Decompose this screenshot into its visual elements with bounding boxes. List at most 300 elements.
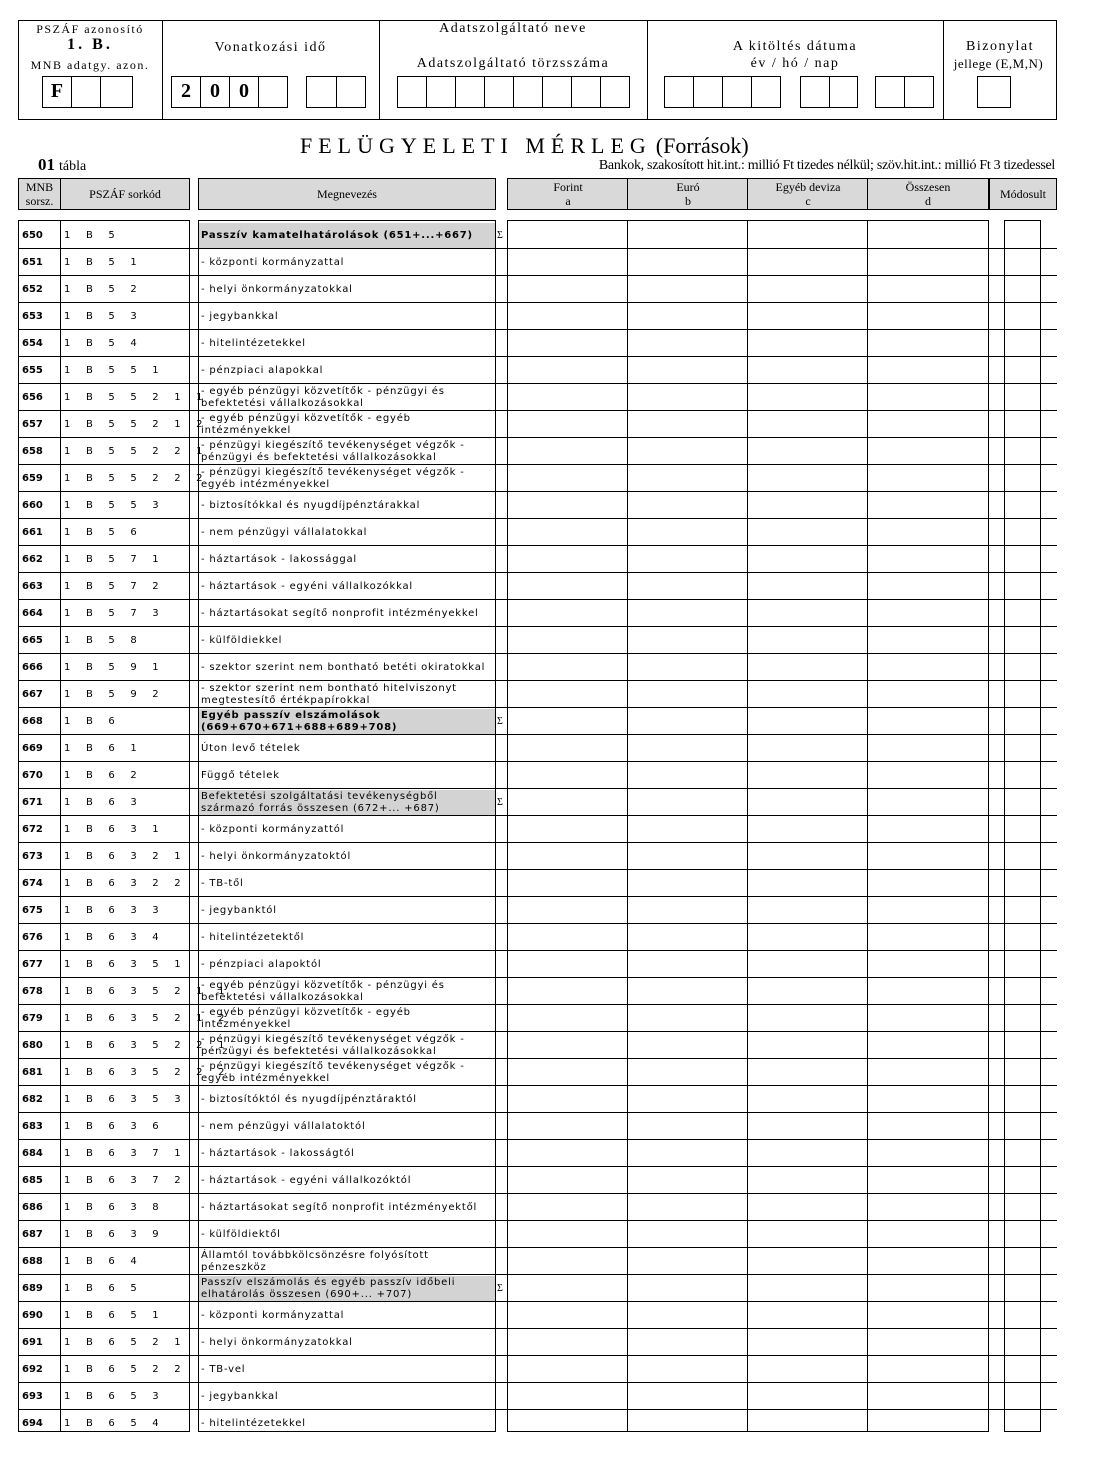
provider-id-box-3[interactable]	[455, 76, 485, 108]
value-cell-egyeb[interactable]	[748, 1086, 867, 1112]
value-cell-osszesen[interactable]	[868, 1113, 987, 1139]
value-cell-forint[interactable]	[508, 789, 627, 815]
value-cell-euro[interactable]	[628, 303, 747, 329]
modified-cell[interactable]	[1005, 303, 1040, 329]
value-cell-euro[interactable]	[628, 1356, 747, 1382]
row-label: - háztartásokat segítő nonprofit intézményekkel	[201, 608, 479, 619]
value-cell-euro[interactable]	[628, 681, 747, 707]
modified-cell[interactable]	[1005, 222, 1040, 248]
value-cell-euro[interactable]	[628, 384, 747, 410]
modified-cell[interactable]	[1005, 816, 1040, 842]
value-cell-egyeb[interactable]	[748, 1167, 867, 1193]
value-cell-euro[interactable]	[628, 249, 747, 275]
value-cell-osszesen[interactable]	[868, 951, 987, 977]
modified-cell[interactable]	[1005, 384, 1040, 410]
value-cell-osszesen[interactable]	[868, 735, 987, 761]
value-cell-euro[interactable]	[628, 951, 747, 977]
table-row	[0, 1410, 1099, 1437]
value-cell-egyeb[interactable]	[748, 600, 867, 626]
value-cell-osszesen[interactable]	[868, 384, 987, 410]
value-cell-egyeb[interactable]	[748, 1248, 867, 1274]
modified-cell[interactable]	[1005, 1356, 1040, 1382]
value-cell-euro[interactable]	[628, 924, 747, 950]
value-cell-osszesen[interactable]	[868, 519, 987, 545]
period-box-3[interactable]: 0	[229, 76, 259, 108]
provider-id-box-8[interactable]	[600, 76, 630, 108]
value-cell-osszesen[interactable]	[868, 1383, 987, 1409]
value-cell-osszesen[interactable]	[868, 978, 987, 1004]
value-cell-osszesen[interactable]	[868, 1167, 987, 1193]
value-cell-egyeb[interactable]	[748, 330, 867, 356]
value-cell-egyeb[interactable]	[748, 492, 867, 518]
value-cell-osszesen[interactable]	[868, 627, 987, 653]
value-cell-forint[interactable]	[508, 1302, 627, 1328]
value-cell-forint[interactable]	[508, 546, 627, 572]
pszaf-box-3[interactable]	[100, 76, 133, 108]
value-cell-forint[interactable]	[508, 627, 627, 653]
period-box-5[interactable]	[306, 76, 337, 108]
fill-date-box-1[interactable]	[664, 76, 694, 108]
row-number: 690	[22, 1310, 43, 1321]
value-cell-osszesen[interactable]	[868, 303, 987, 329]
modified-cell[interactable]	[1005, 897, 1040, 923]
pszaf-box-2[interactable]	[71, 76, 101, 108]
value-cell-euro[interactable]	[628, 1059, 747, 1085]
provider-id-box-4[interactable]	[484, 76, 514, 108]
provider-id-box-2[interactable]	[426, 76, 456, 108]
modified-cell[interactable]	[1005, 1383, 1040, 1409]
value-cell-euro[interactable]	[628, 1221, 747, 1247]
value-cell-forint[interactable]	[508, 1140, 627, 1166]
value-cell-euro[interactable]	[628, 1410, 747, 1436]
value-cell-forint[interactable]	[508, 1329, 627, 1355]
modified-cell[interactable]	[1005, 789, 1040, 815]
value-cell-egyeb[interactable]	[748, 843, 867, 869]
value-cell-egyeb[interactable]	[748, 1221, 867, 1247]
modified-cell[interactable]	[1005, 1113, 1040, 1139]
value-cell-egyeb[interactable]	[748, 681, 867, 707]
row-code: 1 B 5 5 3	[64, 500, 165, 511]
row-number: 658	[22, 446, 43, 457]
value-cell-euro[interactable]	[628, 411, 747, 437]
value-cell-euro[interactable]	[628, 1383, 747, 1409]
value-cell-osszesen[interactable]	[868, 789, 987, 815]
row-code: 1 B 5 4	[64, 338, 143, 349]
row-label: Befektetési szolgáltatási tevékenységből származó forrás összesen (672+... +687)	[199, 790, 495, 816]
value-cell-egyeb[interactable]	[748, 1275, 867, 1301]
value-cell-osszesen[interactable]	[868, 465, 987, 491]
value-cell-osszesen[interactable]	[868, 1194, 987, 1220]
value-cell-forint[interactable]	[508, 1005, 627, 1031]
value-cell-forint[interactable]	[508, 762, 627, 788]
value-cell-euro[interactable]	[628, 978, 747, 1004]
value-cell-euro[interactable]	[628, 1329, 747, 1355]
modified-cell[interactable]	[1005, 357, 1040, 383]
value-cell-egyeb[interactable]	[748, 627, 867, 653]
row-number: 687	[22, 1229, 43, 1240]
doc-type-box[interactable]	[977, 76, 1011, 108]
value-cell-forint[interactable]	[508, 708, 627, 734]
value-cell-forint[interactable]	[508, 249, 627, 275]
value-cell-osszesen[interactable]	[868, 1356, 987, 1382]
row-number: 675	[22, 905, 43, 916]
value-cell-euro[interactable]	[628, 465, 747, 491]
fill-date-box-6[interactable]	[829, 76, 858, 108]
value-cell-forint[interactable]	[508, 654, 627, 680]
value-cell-euro[interactable]	[628, 843, 747, 869]
modified-cell[interactable]	[1005, 1248, 1040, 1274]
modified-cell[interactable]	[1005, 519, 1040, 545]
table-row	[0, 924, 1099, 951]
value-cell-forint[interactable]	[508, 438, 627, 464]
value-cell-egyeb[interactable]	[748, 924, 867, 950]
value-cell-egyeb[interactable]	[748, 465, 867, 491]
value-cell-osszesen[interactable]	[868, 573, 987, 599]
row-label: - szektor szerint nem bontható betéti okiratokkal	[201, 662, 486, 673]
modified-cell[interactable]	[1005, 1275, 1040, 1301]
value-cell-osszesen[interactable]	[868, 654, 987, 680]
col-head-forint-label: Forint	[553, 180, 583, 194]
value-cell-egyeb[interactable]	[748, 789, 867, 815]
page-title	[300, 133, 860, 159]
value-cell-euro[interactable]	[628, 573, 747, 599]
value-cell-egyeb[interactable]	[748, 438, 867, 464]
period-box-4[interactable]	[258, 76, 288, 108]
value-cell-osszesen[interactable]	[868, 1140, 987, 1166]
value-cell-forint[interactable]	[508, 870, 627, 896]
value-cell-forint[interactable]	[508, 1221, 627, 1247]
value-cell-osszesen[interactable]	[868, 870, 987, 896]
row-number: 667	[22, 689, 43, 700]
value-cell-forint[interactable]	[508, 492, 627, 518]
value-cell-forint[interactable]	[508, 924, 627, 950]
value-cell-egyeb[interactable]	[748, 1329, 867, 1355]
value-cell-euro[interactable]	[628, 816, 747, 842]
modified-cell[interactable]	[1005, 1410, 1040, 1436]
row-number: 650	[22, 230, 43, 241]
value-cell-forint[interactable]	[508, 897, 627, 923]
value-cell-egyeb[interactable]	[748, 735, 867, 761]
modified-cell[interactable]	[1005, 1086, 1040, 1112]
value-cell-egyeb[interactable]	[748, 816, 867, 842]
value-cell-forint[interactable]	[508, 681, 627, 707]
value-cell-euro[interactable]	[628, 1167, 747, 1193]
value-cell-forint[interactable]	[508, 1356, 627, 1382]
value-cell-osszesen[interactable]	[868, 330, 987, 356]
modified-cell[interactable]	[1005, 411, 1040, 437]
value-cell-forint[interactable]	[508, 1059, 627, 1085]
value-cell-osszesen[interactable]	[868, 681, 987, 707]
modified-cell[interactable]	[1005, 330, 1040, 356]
value-cell-euro[interactable]	[628, 735, 747, 761]
table-row	[0, 519, 1099, 546]
modified-cell[interactable]	[1005, 978, 1040, 1004]
value-cell-egyeb[interactable]	[748, 303, 867, 329]
value-cell-forint[interactable]	[508, 735, 627, 761]
value-cell-osszesen[interactable]	[868, 924, 987, 950]
modified-cell[interactable]	[1005, 249, 1040, 275]
value-cell-egyeb[interactable]	[748, 384, 867, 410]
value-cell-osszesen[interactable]	[868, 1329, 987, 1355]
value-cell-forint[interactable]	[508, 951, 627, 977]
value-cell-euro[interactable]	[628, 1032, 747, 1058]
value-cell-euro[interactable]	[628, 1086, 747, 1112]
value-cell-egyeb[interactable]	[748, 870, 867, 896]
value-cell-forint[interactable]	[508, 1032, 627, 1058]
value-cell-egyeb[interactable]	[748, 1032, 867, 1058]
value-cell-egyeb[interactable]	[748, 978, 867, 1004]
value-cell-osszesen[interactable]	[868, 249, 987, 275]
provider-id-box-6[interactable]	[542, 76, 572, 108]
value-cell-egyeb[interactable]	[748, 573, 867, 599]
value-cell-egyeb[interactable]	[748, 1383, 867, 1409]
fill-date-box-8[interactable]	[904, 76, 934, 108]
value-cell-egyeb[interactable]	[748, 249, 867, 275]
value-cell-osszesen[interactable]	[868, 411, 987, 437]
value-cell-egyeb[interactable]	[748, 951, 867, 977]
value-cell-euro[interactable]	[628, 1275, 747, 1301]
value-cell-euro[interactable]	[628, 330, 747, 356]
value-cell-osszesen[interactable]	[868, 1275, 987, 1301]
value-cell-euro[interactable]	[628, 627, 747, 653]
provider-id-box-7[interactable]	[571, 76, 601, 108]
value-cell-egyeb[interactable]	[748, 222, 867, 248]
value-cell-egyeb[interactable]	[748, 1410, 867, 1436]
period-box-6[interactable]	[336, 76, 366, 108]
value-cell-egyeb[interactable]	[748, 357, 867, 383]
modified-cell[interactable]	[1005, 708, 1040, 734]
row-label: - jegybankkal	[201, 1391, 279, 1402]
row-label: - pénzügyi kiegészítő tevékenységet végzők - pénzügyi és befektetési vállalkozásokkal	[201, 440, 465, 463]
doc-type-label: Bizonylat	[966, 39, 1034, 54]
fill-date-box-5[interactable]	[800, 76, 830, 108]
value-cell-forint[interactable]	[508, 1086, 627, 1112]
row-code: 1 B 5 8	[64, 635, 143, 646]
period-box-1[interactable]: 2	[171, 76, 201, 108]
modified-cell[interactable]	[1005, 654, 1040, 680]
value-cell-forint[interactable]	[508, 330, 627, 356]
value-cell-osszesen[interactable]	[868, 546, 987, 572]
value-cell-euro[interactable]	[628, 1005, 747, 1031]
row-code: 1 B 5 7 2	[64, 581, 165, 592]
value-cell-osszesen[interactable]	[868, 708, 987, 734]
value-cell-egyeb[interactable]	[748, 897, 867, 923]
modified-cell[interactable]	[1005, 1140, 1040, 1166]
value-cell-osszesen[interactable]	[868, 1302, 987, 1328]
value-cell-egyeb[interactable]	[748, 276, 867, 302]
value-cell-euro[interactable]	[628, 276, 747, 302]
value-cell-euro[interactable]	[628, 1113, 747, 1139]
value-cell-forint[interactable]	[508, 816, 627, 842]
modified-cell[interactable]	[1005, 924, 1040, 950]
value-cell-forint[interactable]	[508, 411, 627, 437]
row-number: 676	[22, 932, 43, 943]
value-cell-euro[interactable]	[628, 789, 747, 815]
modified-cell[interactable]	[1005, 1302, 1040, 1328]
row-code: 1 B 5 9 1	[64, 662, 165, 673]
value-cell-forint[interactable]	[508, 1383, 627, 1409]
value-cell-forint[interactable]	[508, 843, 627, 869]
period-box-2[interactable]: 0	[200, 76, 230, 108]
row-code: 1 B 6 5 3	[64, 1391, 165, 1402]
col-head-name: Megnevezés	[198, 178, 496, 210]
value-cell-egyeb[interactable]	[748, 1302, 867, 1328]
value-cell-euro[interactable]	[628, 357, 747, 383]
value-cell-osszesen[interactable]	[868, 897, 987, 923]
row-number: 656	[22, 392, 43, 403]
value-cell-osszesen[interactable]	[868, 1086, 987, 1112]
table-row	[0, 1383, 1099, 1410]
modified-cell[interactable]	[1005, 276, 1040, 302]
modified-cell[interactable]	[1005, 762, 1040, 788]
row-label: - nem pénzügyi vállalatokkal	[201, 527, 368, 538]
modified-cell[interactable]	[1005, 546, 1040, 572]
value-cell-osszesen[interactable]	[868, 843, 987, 869]
row-label: - nem pénzügyi vállalatoktól	[201, 1121, 366, 1132]
pszaf-code: 1. B.	[67, 36, 113, 53]
value-cell-forint[interactable]	[508, 1275, 627, 1301]
value-cell-euro[interactable]	[628, 1302, 747, 1328]
value-cell-forint[interactable]	[508, 1113, 627, 1139]
fill-date-box-7[interactable]	[875, 76, 905, 108]
value-cell-egyeb[interactable]	[748, 708, 867, 734]
value-cell-osszesen[interactable]	[868, 222, 987, 248]
col-head-forint	[507, 178, 629, 210]
value-cell-osszesen[interactable]	[868, 1248, 987, 1274]
pszaf-box-1[interactable]: F	[42, 76, 72, 108]
value-cell-forint[interactable]	[508, 573, 627, 599]
value-cell-euro[interactable]	[628, 519, 747, 545]
row-label: Egyéb passzív elszámolások (669+670+671+688+689+708)	[199, 709, 495, 735]
value-cell-forint[interactable]	[508, 1194, 627, 1220]
value-cell-forint[interactable]	[508, 519, 627, 545]
value-cell-osszesen[interactable]	[868, 438, 987, 464]
value-cell-euro[interactable]	[628, 762, 747, 788]
modified-cell[interactable]	[1005, 492, 1040, 518]
row-number: 652	[22, 284, 43, 295]
modified-cell[interactable]	[1005, 573, 1040, 599]
value-cell-osszesen[interactable]	[868, 276, 987, 302]
fill-date-box-4[interactable]	[751, 76, 781, 108]
value-cell-euro[interactable]	[628, 492, 747, 518]
value-cell-forint[interactable]	[508, 384, 627, 410]
row-code: 1 B 6 3 9	[64, 1229, 165, 1240]
value-cell-egyeb[interactable]	[748, 1140, 867, 1166]
modified-cell[interactable]	[1005, 1005, 1040, 1031]
value-cell-egyeb[interactable]	[748, 1059, 867, 1085]
value-cell-euro[interactable]	[628, 438, 747, 464]
table-row	[0, 1221, 1099, 1248]
modified-cell[interactable]	[1005, 951, 1040, 977]
value-cell-osszesen[interactable]	[868, 1032, 987, 1058]
value-cell-egyeb[interactable]	[748, 1356, 867, 1382]
table-row	[0, 762, 1099, 789]
value-cell-osszesen[interactable]	[868, 357, 987, 383]
value-cell-forint[interactable]	[508, 600, 627, 626]
row-label: - TB-vel	[201, 1364, 246, 1375]
row-code: 1 B 6 5 4	[64, 1418, 165, 1429]
row-code: 1 B 6 5 1	[64, 1310, 165, 1321]
row-label: Passzív kamatelhatárolások (651+...+667)	[199, 223, 495, 249]
value-cell-euro[interactable]	[628, 870, 747, 896]
value-cell-euro[interactable]	[628, 654, 747, 680]
value-cell-osszesen[interactable]	[868, 816, 987, 842]
modified-cell[interactable]	[1005, 438, 1040, 464]
value-cell-forint[interactable]	[508, 1410, 627, 1436]
row-code: 1 B 6 1	[64, 743, 143, 754]
value-cell-osszesen[interactable]	[868, 1059, 987, 1085]
row-label: - központi kormányzattal	[201, 1310, 345, 1321]
modified-cell[interactable]	[1005, 1059, 1040, 1085]
modified-cell[interactable]	[1005, 1167, 1040, 1193]
modified-cell[interactable]	[1005, 870, 1040, 896]
modified-cell[interactable]	[1005, 600, 1040, 626]
value-cell-forint[interactable]	[508, 276, 627, 302]
row-number: 679	[22, 1013, 43, 1024]
value-cell-forint[interactable]	[508, 1248, 627, 1274]
fill-date-box-3[interactable]	[722, 76, 752, 108]
value-cell-forint[interactable]	[508, 222, 627, 248]
value-cell-osszesen[interactable]	[868, 600, 987, 626]
value-cell-euro[interactable]	[628, 1248, 747, 1274]
value-cell-forint[interactable]	[508, 465, 627, 491]
modified-cell[interactable]	[1005, 1194, 1040, 1220]
value-cell-egyeb[interactable]	[748, 519, 867, 545]
value-cell-forint[interactable]	[508, 357, 627, 383]
pszaf-label: PSZÁF azonosító	[36, 22, 144, 36]
value-cell-egyeb[interactable]	[748, 654, 867, 680]
provider-id-box-5[interactable]	[513, 76, 543, 108]
value-cell-euro[interactable]	[628, 708, 747, 734]
value-cell-forint[interactable]	[508, 303, 627, 329]
value-cell-euro[interactable]	[628, 897, 747, 923]
row-label: - háztartások - egyéni vállalkozóktól	[201, 1175, 412, 1186]
value-cell-osszesen[interactable]	[868, 1410, 987, 1436]
value-cell-euro[interactable]	[628, 222, 747, 248]
value-cell-osszesen[interactable]	[868, 1221, 987, 1247]
value-cell-euro[interactable]	[628, 546, 747, 572]
value-cell-egyeb[interactable]	[748, 411, 867, 437]
modified-cell[interactable]	[1005, 627, 1040, 653]
modified-cell[interactable]	[1005, 465, 1040, 491]
row-code: 1 B 6 3 7 1	[64, 1148, 187, 1159]
value-cell-egyeb[interactable]	[748, 1005, 867, 1031]
value-cell-egyeb[interactable]	[748, 762, 867, 788]
value-cell-egyeb[interactable]	[748, 1194, 867, 1220]
value-cell-egyeb[interactable]	[748, 546, 867, 572]
provider-id-box-1[interactable]	[397, 76, 427, 108]
modified-cell[interactable]	[1005, 1221, 1040, 1247]
modified-cell[interactable]	[1005, 1329, 1040, 1355]
modified-cell[interactable]	[1005, 681, 1040, 707]
value-cell-osszesen[interactable]	[868, 1005, 987, 1031]
value-cell-euro[interactable]	[628, 1140, 747, 1166]
value-cell-forint[interactable]	[508, 978, 627, 1004]
modified-cell[interactable]	[1005, 843, 1040, 869]
value-cell-forint[interactable]	[508, 1167, 627, 1193]
row-label: - helyi önkormányzatokkal	[201, 284, 353, 295]
value-cell-euro[interactable]	[628, 600, 747, 626]
value-cell-osszesen[interactable]	[868, 492, 987, 518]
value-cell-euro[interactable]	[628, 1194, 747, 1220]
value-cell-osszesen[interactable]	[868, 762, 987, 788]
fill-date-box-2[interactable]	[693, 76, 723, 108]
col-head-forint-letter: a	[565, 194, 571, 208]
modified-cell[interactable]	[1005, 1032, 1040, 1058]
value-cell-egyeb[interactable]	[748, 1113, 867, 1139]
modified-cell[interactable]	[1005, 735, 1040, 761]
row-number: 680	[22, 1040, 43, 1051]
